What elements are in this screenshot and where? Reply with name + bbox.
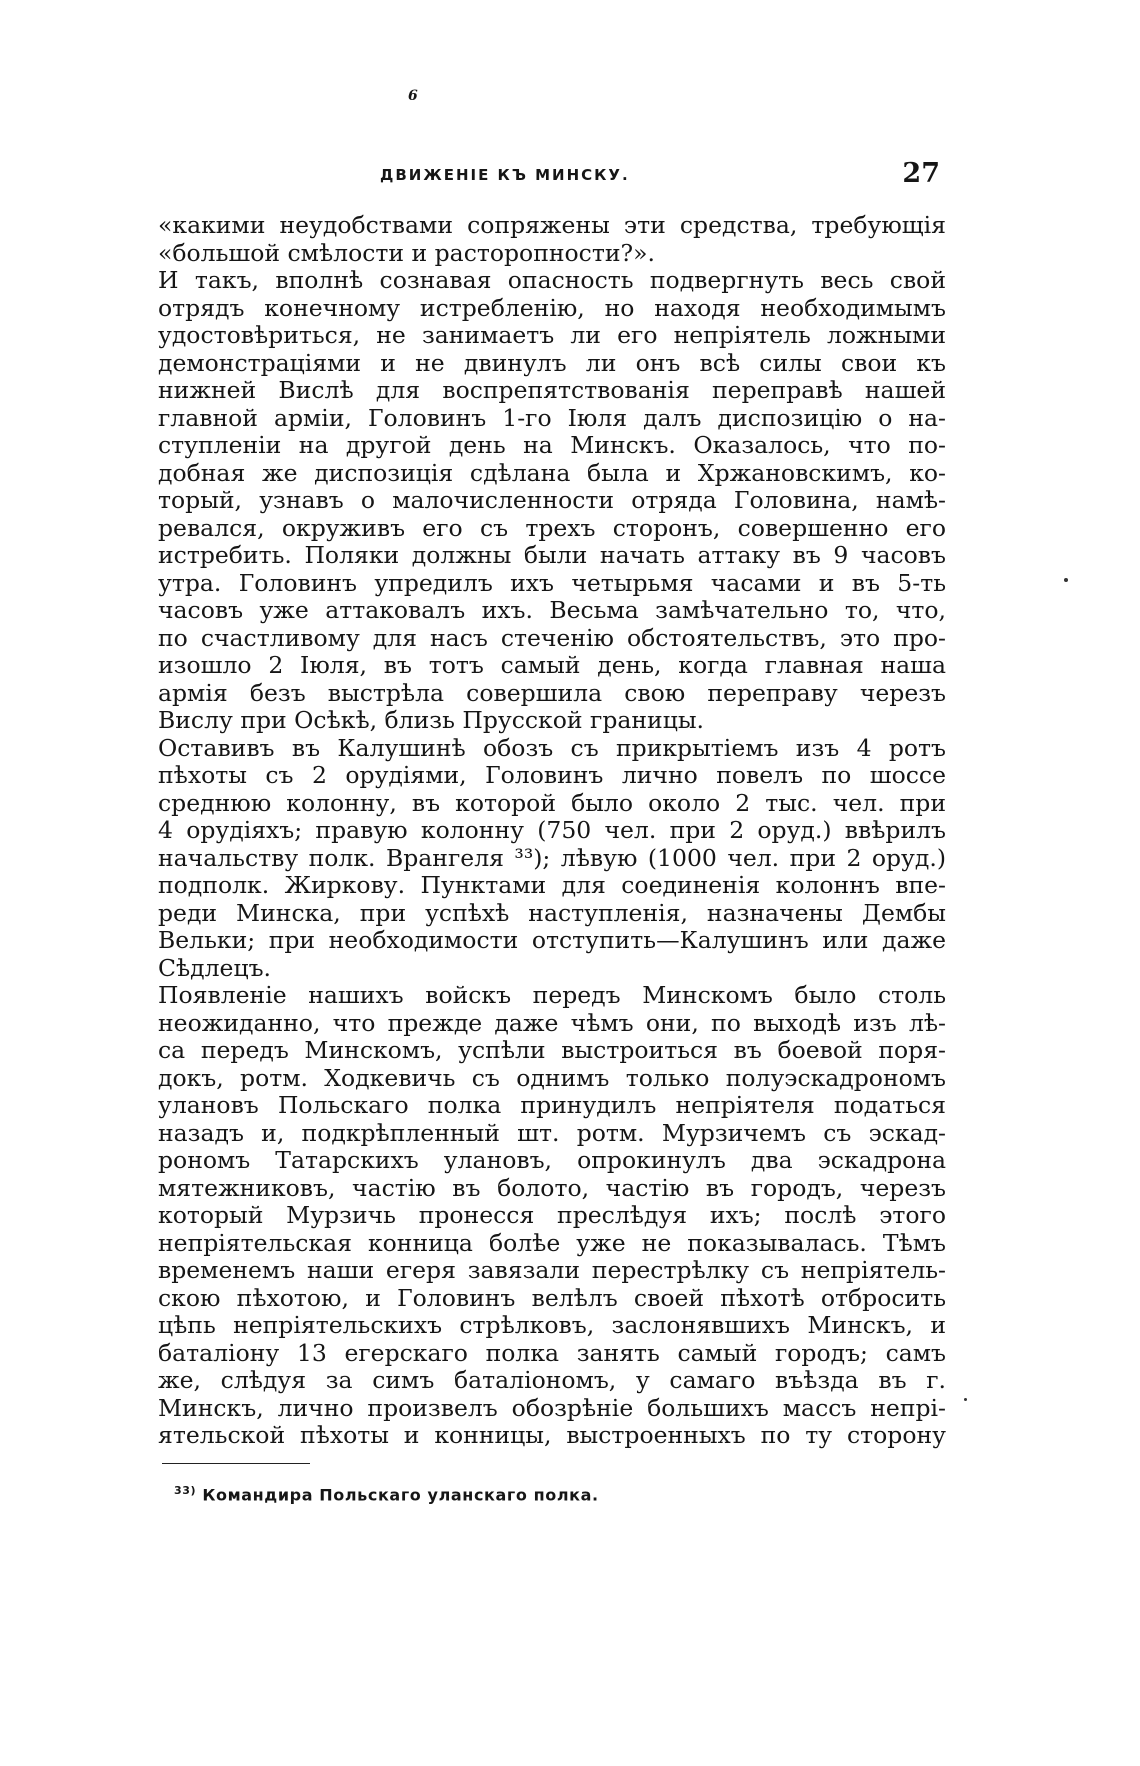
text-line: мятежниковъ, частію въ болото, частію въ городъ, черезъ [158, 1174, 946, 1202]
text-line: нижней Вислѣ для воспрепятствованія переправѣ нашей [158, 377, 946, 404]
text-line: главной арміи, Головинъ 1-го Іюля далъ диспозицію о на- [158, 404, 946, 432]
text-line: ступленіи на другой день на Минскъ. Оказалось, что по- [158, 432, 946, 459]
text-line: «какими неудобствами сопряжены эти средства, требующія [158, 212, 946, 239]
text-line: среднюю колонну, въ которой было около 2 тыс. чел. при [158, 789, 946, 817]
text-line: подполк. Жиркову. Пунктами для соединенія колоннъ впе- [158, 872, 946, 899]
text-line: «большой смѣлости и расторопности?». [158, 239, 655, 267]
text-line: же, слѣдуя за симъ баталіономъ, у самаго въѣзда въ г. [158, 1367, 946, 1394]
text-line: отрядъ конечному истребленію, но находя необходимымъ [158, 294, 946, 322]
text-line: утра. Головинъ упредилъ ихъ четырьмя часами и въ 5-ть [158, 569, 946, 597]
print-speck [964, 1398, 967, 1401]
text-line: улановъ Польскаго полка принудилъ непріятеля податься [158, 1092, 946, 1119]
footnote [174, 1484, 599, 1504]
text-line: Сѣдлецъ. [158, 954, 271, 982]
text-line: баталіону 13 егерскаго полка занять самый городъ; самъ [158, 1339, 946, 1367]
text-line: непріятельская конница болѣе уже не показывалась. Тѣмъ [158, 1229, 946, 1257]
running-title: ДВИЖЕНІЕ КЪ МИНСКУ. [380, 166, 630, 184]
text-line: назадъ и, подкрѣпленный шт. ротм. Мурзичемъ съ эскад- [158, 1119, 946, 1147]
body-text [158, 212, 946, 1450]
text-line: Вельки; при необходимости отступить—Калушинъ или даже [158, 927, 946, 954]
text-line: демонстраціями и не двинулъ ли онъ всѣ силы свои къ [158, 349, 946, 377]
text-line: докъ, ротм. Ходкевичь съ однимъ только полуэскадрономъ [158, 1064, 946, 1092]
text-line: армія безъ выстрѣла совершила свою переправу черезъ [158, 679, 946, 707]
text-line: скою пѣхотою, и Головинъ велѣлъ своей пѣхотѣ отбросить [158, 1284, 946, 1312]
text-line: начальству полк. Врангеля ³³); лѣвую (1000 чел. при 2 оруд.) [158, 844, 946, 872]
text-line: удостовѣриться, не занимаетъ ли его непріятель ложными [158, 322, 946, 349]
page-number: 27 [902, 158, 940, 189]
text-line: неожиданно, что прежде даже чѣмъ они, по выходѣ изъ лѣ- [158, 1009, 946, 1037]
top-mark: 6 [408, 88, 418, 104]
text-line: реди Минска, при успѣхѣ наступленія, назначены Дембы [158, 899, 946, 927]
text-line: рономъ Татарскихъ улановъ, опрокинулъ два эскадрона [158, 1147, 946, 1174]
text-line: который Мурзичь пронесся преслѣдуя ихъ; послѣ этого [158, 1202, 946, 1229]
text-line: Появленіе нашихъ войскъ передъ Минскомъ было столь [158, 982, 946, 1009]
text-line: ревался, окруживъ его съ трехъ сторонъ, совершенно его [158, 514, 946, 542]
text-line: пѣхоты съ 2 орудіями, Головинъ лично повелъ по шоссе [158, 762, 946, 789]
print-speck [1064, 578, 1068, 582]
text-line: са передъ Минскомъ, успѣли выстроиться въ боевой поря- [158, 1037, 946, 1064]
text-line: Минскъ, лично произвелъ обозрѣніе большихъ массъ непрі- [158, 1394, 946, 1422]
footnote-text: Командира Польскаго уланскаго полка. [202, 1485, 599, 1505]
text-line: истребить. Поляки должны были начать аттаку въ 9 часовъ [158, 542, 946, 569]
text-line: И такъ, вполнѣ сознавая опасность подвергнуть весь свой [158, 267, 946, 294]
running-header [158, 160, 946, 194]
text-line: цѣпь непріятельскихъ стрѣлковъ, заслонявшихъ Минскъ, и [158, 1312, 946, 1339]
text-line: ятельской пѣхоты и конницы, выстроенныхъ по ту сторону [158, 1422, 946, 1449]
text-line: по счастливому для насъ стеченію обстоятельствъ, это про- [158, 624, 946, 652]
footnote-number: 33) [174, 1484, 197, 1497]
text-line: часовъ уже аттаковалъ ихъ. Весьма замѣчательно то, что, [158, 597, 946, 624]
text-line: торый, узнавъ о малочисленности отряда Головина, намѣ- [158, 487, 946, 514]
footnote-divider [162, 1463, 310, 1464]
text-line: Оставивъ въ Калушинѣ обозъ съ прикрытіемъ изъ 4 ротъ [158, 734, 946, 762]
text-line: 4 орудіяхъ; правую колонну (750 чел. при 2 оруд.) ввѣрилъ [158, 817, 946, 844]
text-line: добная же диспозиція сдѣлана была и Хржановскимъ, ко- [158, 459, 946, 487]
text-line: временемъ наши егеря завязали перестрѣлку съ непріятель- [158, 1257, 946, 1284]
text-line: изошло 2 Іюля, въ тотъ самый день, когда главная наша [158, 652, 946, 679]
text-line: Вислу при Осѣкѣ, близь Прусской границы. [158, 707, 705, 734]
